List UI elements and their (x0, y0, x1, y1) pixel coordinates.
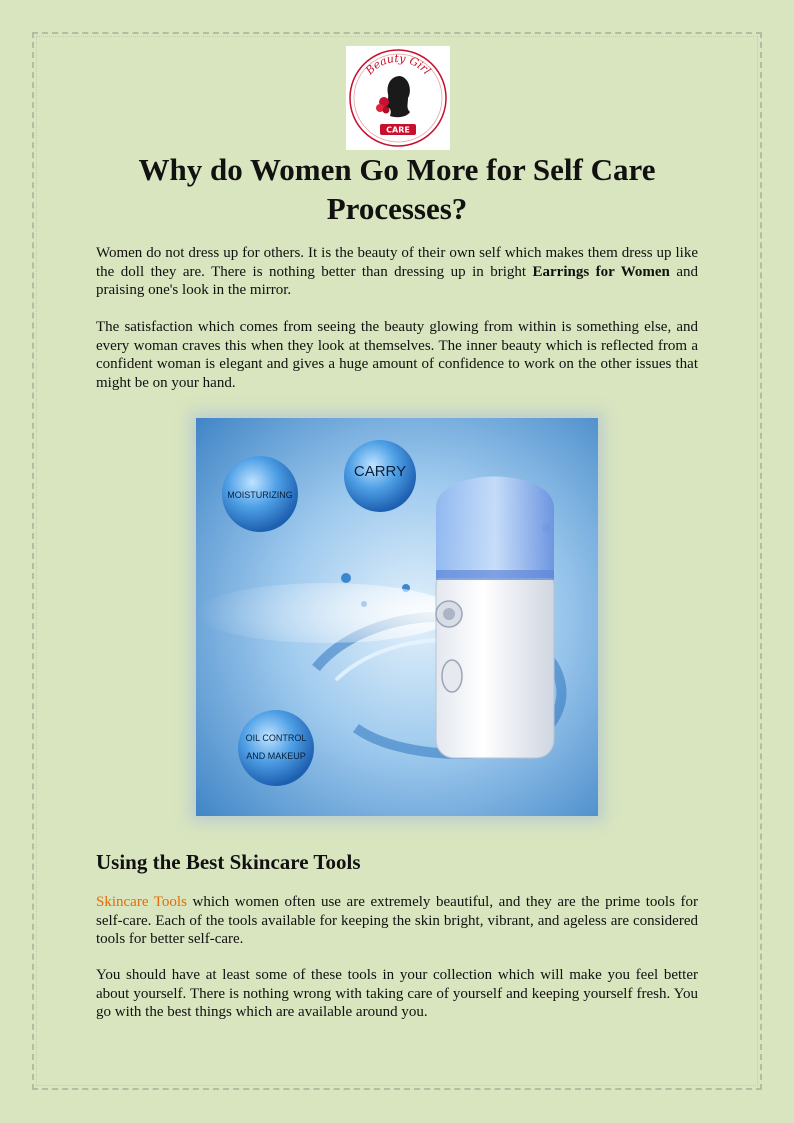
carry-label: CARRY (353, 463, 407, 480)
section-heading: Using the Best Skincare Tools (96, 850, 361, 874)
logo-text-top: Beauty Girl (363, 51, 434, 78)
oil-control-label-1: OIL CONTROL (245, 733, 307, 743)
section-paragraph-1 (96, 893, 698, 949)
product-image (196, 418, 598, 816)
skincare-tools-link[interactable]: Skincare Tools (96, 894, 187, 910)
oil-control-bubble (238, 710, 314, 786)
section-paragraph-2: You should have at least some of these tools in your collection which will make you feel better about yourself. There is nothing wrong with taking care of yourself and keeping yourself fresh. You go with the best things which are available around you. (96, 967, 698, 1020)
intro-text: Women do not dress up for others. It is the beauty of their own self which makes them dress up like the doll they are. There is nothing better than dressing up in bright (96, 245, 698, 280)
device-cap (436, 477, 554, 579)
power-button-icon (442, 660, 462, 692)
brand-logo-graphic (346, 46, 450, 150)
intro-text-end: and praising one's look in the mirror. (96, 263, 698, 298)
logo-text-bottom: CARE (386, 125, 410, 135)
earrings-keyword: Earrings for Women (532, 263, 670, 280)
brand-logo (346, 46, 450, 150)
page-title: Why do Women Go More for Self Care Processes? (138, 152, 656, 226)
intro-paragraph-1 (96, 244, 698, 300)
moisturizing-label: MOISTURIZING (227, 490, 293, 500)
oil-control-label-2: AND MAKEUP (246, 751, 306, 761)
section-paragraph-1-text: which women often use are extremely beautiful, and they are the prime tools for self-care. Each of the tools available for keeping the skin bright, vibrant, and ageless are considered tools for better self-care. (96, 894, 699, 947)
facial-mist-sprayer-illustration (196, 418, 598, 816)
mist-spray (196, 583, 456, 643)
intro-paragraph-2: The satisfaction which comes from seeing the beauty glowing from within is something else, and every woman craves this when they look at themselves. The inner beauty which is reflected from a confident woman is elegant and gives a huge amount of confidence to work on the other issues that might be on your hand. (96, 319, 698, 391)
